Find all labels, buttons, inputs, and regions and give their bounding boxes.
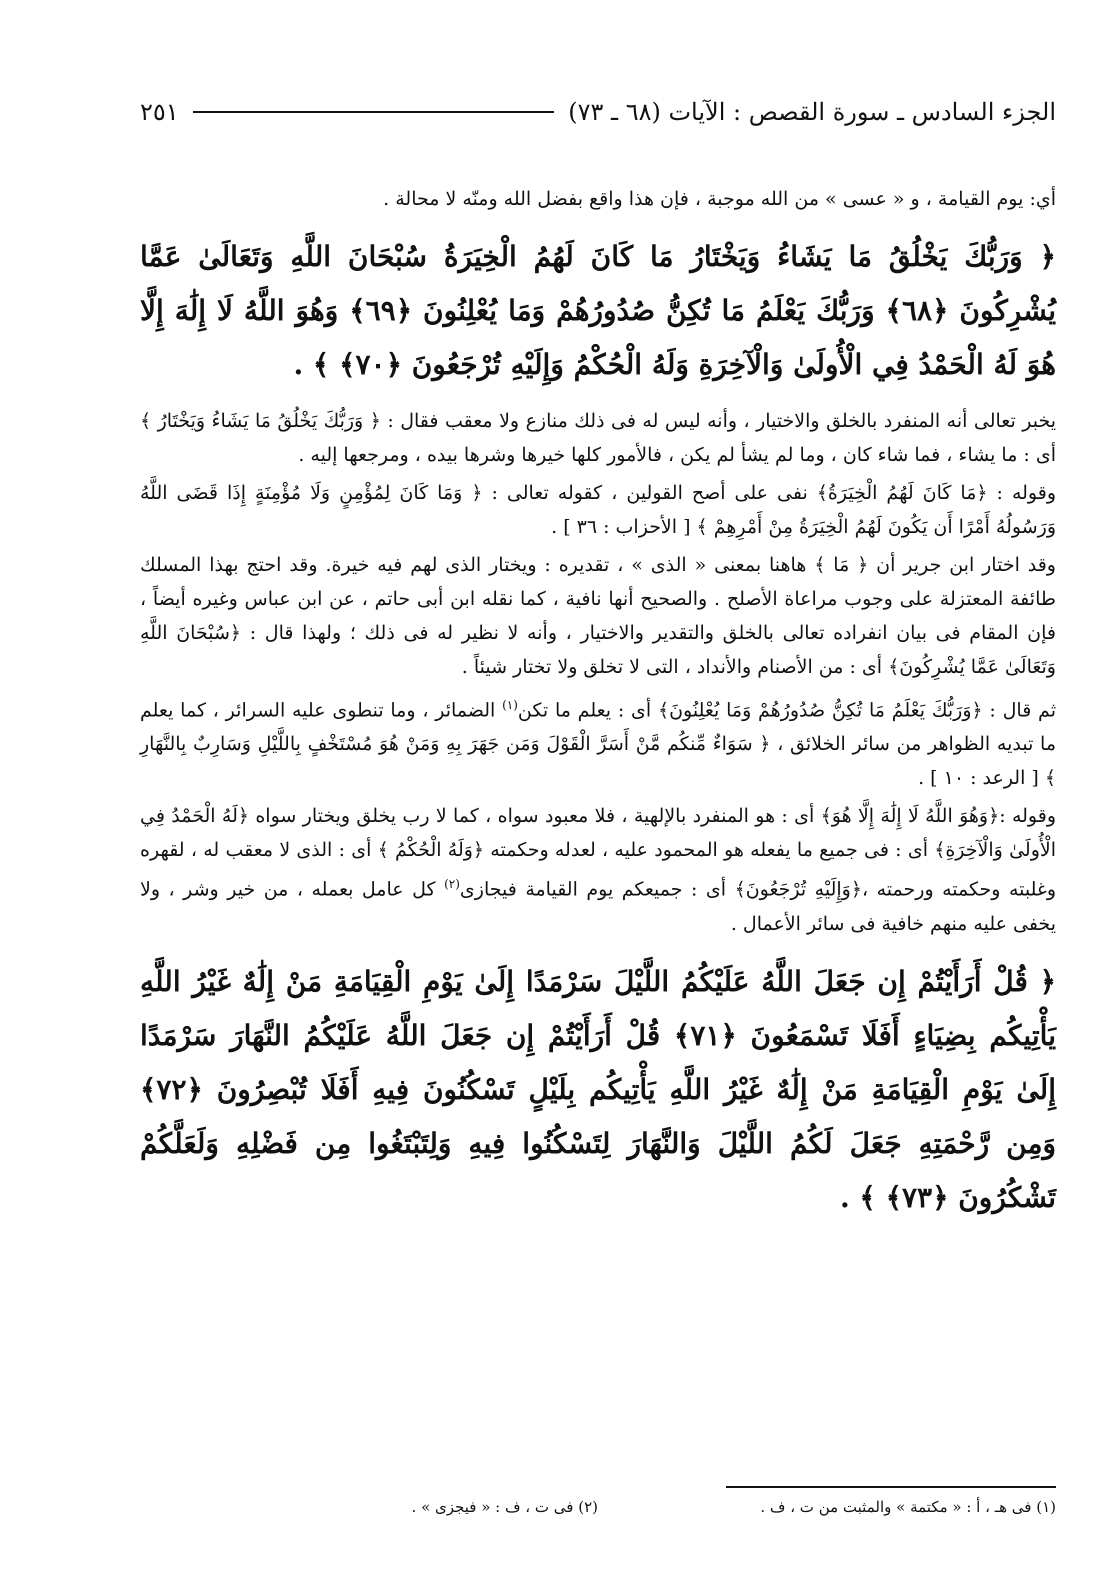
quran-verses-71-73: ﴿ قُلْ أَرَأَيْتُمْ إِن جَعَلَ اللَّهُ عَلَيْكُمُ اللَّيْلَ سَرْمَدًا إِلَىٰ يَوْمِ الْقِيَامَةِ مَنْ إِلَٰهٌ غَيْرُ اللَّهِ يَأْتِيكُم بِضِيَاءٍ أَفَلَا تَسْمَعُونَ ﴿٧١﴾ قُلْ أَرَأَيْتُمْ إِن جَعَلَ اللَّهُ عَلَيْكُمُ النَّهَارَ سَرْمَدًا إِلَىٰ يَوْمِ الْقِيَامَةِ مَنْ إِلَٰهٌ غَيْرُ اللَّهِ يَأْتِيكُم بِلَيْلٍ تَسْكُنُونَ فِيهِ أَفَلَا تُبْصِرُونَ ﴿٧٢﴾ وَمِن رَّحْمَتِهِ جَعَلَ لَكُمُ اللَّيْلَ وَالنَّهَارَ لِتَسْكُنُوا فِيهِ وَلِتَبْتَغُوا مِن فَضْلِهِ وَلَعَلَّكُمْ تَشْكُرُونَ ﴿٧٣﴾ ﴾ . bbox=[140, 964, 1056, 1214]
footnote-2: (٢) فى ت ، ف : « فيجزى » . bbox=[411, 1498, 598, 1516]
footnote-ref-1: (١) bbox=[502, 698, 518, 712]
paragraph-4-text-a: ثم قال : ﴿وَرَبُّكَ يَعْلَمُ مَا تُكِنُّ صُدُورُهُمْ وَمَا يُعْلِنُونَ﴾ أى : يعلم ما تكن bbox=[517, 699, 1056, 722]
header-title: الجزء السادس ـ سورة القصص : الآيات (٦٨ ـ ٧٣) bbox=[568, 98, 1056, 126]
commentary-paragraph-2: وقوله : ﴿مَا كَانَ لَهُمُ الْخِيَرَةُ﴾ نفى على أصح القولين ، كقوله تعالى : ﴿ وَمَا كَانَ لِمُؤْمِنٍ وَلَا مُؤْمِنَةٍ إِذَا قَضَى اللَّهُ وَرَسُولُهُ أَمْرًا أَن يَكُونَ لَهُمُ الْخِيَرَةُ مِنْ أَمْرِهِمْ ﴾ [ الأحزاب : ٣٦ ] . bbox=[140, 482, 1056, 538]
commentary-paragraph-3: وقد اختار ابن جرير أن ﴿ مَا ﴾ هاهنا بمعنى « الذى » ، تقديره : ويختار الذى لهم فيه خيرة. وقد احتج بهذا المسلك طائفة المعتزلة على وجوب مراعاة الأصلح . والصحيح أنها نافية ، كما نقله ابن أبى حاتم ، عن ابن عباس وغيره أيضاً ، فإن المقام فى بيان انفراده تعالى بالخلق والتقدير والاختيار ، وأنه لا نظير له فى ذلك ؛ ولهذا قال : ﴿سُبْحَانَ اللَّهِ وَتَعَالَىٰ عَمَّا يُشْرِكُونَ﴾ أى : من الأصنام والأنداد ، التى لا تخلق ولا تختار شيئاً . bbox=[140, 554, 1056, 678]
footnote-ref-2: (٢) bbox=[444, 877, 460, 892]
paragraph-5-text-a: وقوله :﴿وَهُوَ اللَّهُ لَا إِلَٰهَ إِلَّا هُوَ﴾ أى : هو المنفرد بالإلهية ، فلا معبود سواه ، كما لا رب يخلق ويختار سواه ﴿لَهُ الْحَمْدُ فِي الْأُولَىٰ وَالْآخِرَةِ﴾ أى : فى جميع ما يفعله هو المحمود عليه ، لعدله وحكمته ﴿وَلَهُ الْحُكْمُ ﴾ أى : الذى لا معقب له ، لقهره وغلبته وحكمته ورحمته ،﴿وَإِلَيْهِ تُرْجَعُونَ﴾ أى : جميعكم يوم القيامة فيجازى bbox=[140, 805, 1057, 901]
header-rule bbox=[193, 111, 555, 113]
paragraph-4-text-b: الضمائر ، وما تنطوى عليه السرائر ، كما يعلم ما تبديه الظواهر من سائر الخلائق ، ﴿ سَوَاءٌ مِّنكُم مَّنْ أَسَرَّ الْقَوْلَ وَمَن جَهَرَ بِهِ وَمَنْ هُوَ مُسْتَخْفٍ بِاللَّيْلِ وَسَارِبٌ بِالنَّهَارِ ﴾ [ الرعد : ١٠ ] . bbox=[140, 699, 1056, 790]
page-number: ٢٥١ bbox=[140, 98, 179, 126]
commentary-paragraph-5 bbox=[140, 799, 1056, 940]
commentary-paragraph-1: يخبر تعالى أنه المنفرد بالخلق والاختيار ، وأنه ليس له فى ذلك منازع ولا معقب فقال : ﴿ وَرَبُّكَ يَخْلُقُ مَا يَشَاءُ وَيَخْتَارُ ﴾ أى : ما يشاء ، فما شاء كان ، وما لم يشأ لم يكن ، فالأمور كلها خيرها وشرها بيده ، ومرجعها إليه . bbox=[140, 410, 1056, 466]
footnote-divider bbox=[726, 1486, 1056, 1488]
paragraph-5-text-b: كل عامل بعمله ، من خير وشر ، ولا يخفى عليه منهم خافية فى سائر الأعمال . bbox=[140, 878, 1056, 935]
quran-verses-68-70: ﴿ وَرَبُّكَ يَخْلُقُ مَا يَشَاءُ وَيَخْتَارُ مَا كَانَ لَهُمُ الْخِيَرَةُ سُبْحَانَ اللَّهِ وَتَعَالَىٰ عَمَّا يُشْرِكُونَ ﴿٦٨﴾ وَرَبُّكَ يَعْلَمُ مَا تُكِنُّ صُدُورُهُمْ وَمَا يُعْلِنُونَ ﴿٦٩﴾ وَهُوَ اللَّهُ لَا إِلَٰهَ إِلَّا هُوَ لَهُ الْحَمْدُ فِي الْأُولَىٰ وَالْآخِرَةِ وَلَهُ الْحُكْمُ وَإِلَيْهِ تُرْجَعُونَ ﴿٧٠﴾ ﴾ . bbox=[140, 240, 1056, 381]
intro-paragraph: أي: يوم القيامة ، و « عسى » من الله موجبة ، فإن هذا واقع بفضل الله ومنّه لا محالة . bbox=[383, 188, 1056, 210]
page-body bbox=[140, 182, 1056, 1237]
footnote-1: (١) فى هـ ، أ : « مكتمة » والمثبت من ت ، ف . bbox=[760, 1498, 1056, 1516]
footnotes bbox=[140, 1496, 1056, 1518]
commentary-paragraph-4 bbox=[140, 688, 1056, 795]
running-header bbox=[140, 92, 1056, 132]
